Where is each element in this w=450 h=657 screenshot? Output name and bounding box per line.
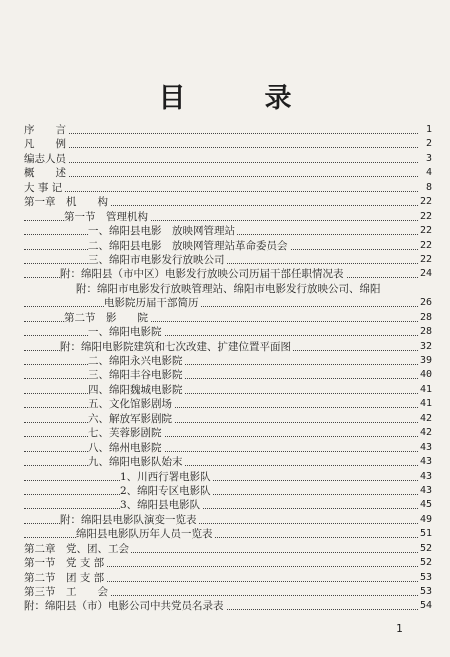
toc-entry-page-number: 39 bbox=[418, 354, 432, 368]
toc-entry-page-number: 32 bbox=[418, 340, 432, 354]
dot-leader bbox=[24, 436, 418, 437]
dot-leader bbox=[24, 422, 418, 423]
toc-entry-page-number: 54 bbox=[418, 599, 432, 613]
toc-entry-page-number: 1 bbox=[424, 123, 432, 137]
dot-leader bbox=[24, 147, 418, 148]
toc-entry bbox=[24, 599, 432, 613]
toc-entry-title: 附：绵阳县（市）电影公司中共党员名录表 bbox=[24, 600, 224, 613]
toc-entry-page-number: 26 bbox=[418, 296, 432, 310]
toc-entry bbox=[24, 426, 432, 440]
toc-entry-page-number: 52 bbox=[418, 542, 432, 556]
toc-entry-page-number: 8 bbox=[424, 181, 432, 195]
toc-entry bbox=[24, 239, 432, 253]
toc-entry-title: 附：绵阳电影院建筑和七次改建、扩建位置平面图 bbox=[60, 340, 291, 353]
toc-entry-title: 一、绵阳电影院 bbox=[88, 326, 162, 339]
toc-entry-title: 第二节 影 院 bbox=[64, 311, 148, 324]
toc-entry bbox=[24, 340, 432, 354]
toc-entry-page-number: 42 bbox=[418, 412, 432, 426]
toc-entry bbox=[24, 325, 432, 339]
toc-entry-title: 序 言 bbox=[24, 124, 66, 136]
dot-leader bbox=[24, 451, 418, 452]
toc-entry-page-number: 43 bbox=[418, 470, 432, 484]
toc-entry-page-number: 22 bbox=[418, 253, 432, 267]
dot-leader bbox=[24, 480, 418, 481]
toc-entry-title: 概 述 bbox=[24, 167, 66, 180]
toc-entry bbox=[24, 368, 432, 382]
toc-entry bbox=[24, 397, 432, 411]
toc-entry bbox=[24, 137, 432, 151]
toc-entry-title: 第二节 团 支 部 bbox=[24, 571, 105, 584]
toc-entry bbox=[24, 527, 432, 541]
toc-entry bbox=[24, 412, 432, 426]
toc-entry-page-number: 40 bbox=[418, 368, 432, 382]
toc-entry-title: 七、芙蓉影剧院 bbox=[88, 427, 162, 440]
toc-entry-title: 第一节 党 支 部 bbox=[24, 557, 105, 570]
toc-entry-page-number: 2 bbox=[424, 137, 432, 151]
toc-entry-page-number: 28 bbox=[418, 311, 432, 325]
table-of-contents bbox=[24, 123, 432, 614]
toc-entry-title: 九、绵阳电影队始末 bbox=[88, 456, 183, 469]
toc-entry-title: 第一章 机 构 bbox=[24, 196, 108, 209]
dot-leader bbox=[24, 378, 418, 379]
dot-leader bbox=[24, 494, 418, 495]
toc-entry-page-number: 3 bbox=[424, 152, 432, 166]
toc-entry-title: 2、绵阳专区电影队 bbox=[120, 484, 211, 497]
toc-entry bbox=[24, 181, 432, 195]
toc-entry-title: 凡 例 bbox=[24, 138, 66, 151]
toc-entry bbox=[24, 123, 432, 137]
toc-entry-title: 四、绵阳魏城电影院 bbox=[88, 383, 183, 396]
toc-entry-page-number: 22 bbox=[418, 239, 432, 253]
toc-entry-page-number: 43 bbox=[418, 484, 432, 498]
dot-leader bbox=[24, 133, 418, 134]
toc-entry bbox=[24, 311, 432, 325]
toc-entry-page-number: 53 bbox=[418, 585, 432, 599]
toc-entry-title: 大 事 记 bbox=[24, 181, 63, 194]
toc-entry-page-number: 41 bbox=[418, 383, 432, 397]
toc-entry bbox=[24, 152, 432, 166]
toc-entry-title: 3、绵阳县电影队 bbox=[120, 499, 201, 512]
dot-leader bbox=[24, 508, 418, 509]
toc-entry bbox=[24, 282, 432, 296]
toc-entry-page-number: 4 bbox=[424, 166, 432, 180]
toc-entry bbox=[24, 484, 432, 498]
dot-leader bbox=[24, 306, 418, 307]
dot-leader bbox=[24, 191, 418, 192]
toc-entry-title: 三、绵阳市电影发行放映公司 bbox=[88, 253, 225, 266]
toc-entry-page-number: 52 bbox=[418, 556, 432, 570]
toc-entry bbox=[24, 455, 432, 469]
toc-entry bbox=[24, 571, 432, 585]
toc-entry-page-number: 41 bbox=[418, 397, 432, 411]
toc-entry-page-number: 24 bbox=[418, 267, 432, 281]
toc-entry-title: 第一节 管理机构 bbox=[64, 210, 148, 223]
dot-leader bbox=[24, 393, 418, 394]
dot-leader bbox=[24, 364, 418, 365]
toc-entry-page-number: 22 bbox=[418, 224, 432, 238]
dot-leader bbox=[24, 407, 418, 408]
footer-page-number: 1 bbox=[396, 622, 403, 635]
toc-entry-title: 电影院历届干部简历 bbox=[104, 297, 199, 310]
toc-entry-page-number: 42 bbox=[418, 426, 432, 440]
toc-entry bbox=[24, 498, 432, 512]
toc-entry-title: 附：绵阳县（市中区）电影发行放映公司历届干部任职情况表 bbox=[60, 268, 344, 281]
toc-entry bbox=[24, 542, 432, 556]
toc-entry bbox=[24, 556, 432, 570]
toc-entry-title: 八、绵州电影院 bbox=[88, 441, 162, 454]
dot-leader bbox=[24, 176, 418, 177]
toc-entry bbox=[24, 585, 432, 599]
toc-entry-title: 附：绵阳县电影队演变一览表 bbox=[60, 513, 197, 526]
toc-entry-page-number: 53 bbox=[418, 571, 432, 585]
toc-entry bbox=[24, 470, 432, 484]
toc-entry bbox=[24, 166, 432, 180]
toc-entry-page-number: 51 bbox=[418, 527, 432, 541]
dot-leader bbox=[24, 465, 418, 466]
dot-leader bbox=[24, 335, 418, 336]
toc-entry bbox=[24, 296, 432, 310]
toc-entry-title: 编志人员 bbox=[24, 152, 66, 165]
toc-entry-title: 第三节 工 会 bbox=[24, 586, 108, 598]
toc-entry-title: 三、绵阳丰谷电影院 bbox=[88, 369, 183, 382]
toc-entry-title: 附：绵阳市电影发行放映管理站、绵阳市电影发行放映公司、绵阳 bbox=[76, 282, 381, 295]
toc-entry bbox=[24, 441, 432, 455]
toc-entry-page-number: 49 bbox=[418, 513, 432, 527]
toc-entry-title: 一、绵阳县电影 放映网管理站 bbox=[88, 225, 235, 238]
toc-entry bbox=[24, 195, 432, 209]
page-title: 目 录 bbox=[158, 83, 318, 114]
toc-entry-page-number: 22 bbox=[418, 210, 432, 224]
toc-entry-page-number: 43 bbox=[418, 441, 432, 455]
toc-entry-title: 五、文化馆影剧场 bbox=[88, 398, 172, 411]
toc-entry bbox=[24, 354, 432, 368]
toc-entry bbox=[24, 383, 432, 397]
toc-entry-title: 1、川西行署电影队 bbox=[120, 470, 211, 483]
toc-entry bbox=[24, 224, 432, 238]
toc-entry-page-number: 28 bbox=[418, 325, 432, 339]
toc-entry-page-number: 22 bbox=[418, 195, 432, 209]
toc-entry-title: 绵阳县电影队历年人员一览表 bbox=[76, 528, 213, 541]
toc-entry-title: 二、绵阳县电影 放映网管理站革命委员会 bbox=[88, 239, 288, 252]
toc-entry-page-number: 43 bbox=[418, 455, 432, 469]
toc-entry-title: 第二章 党、团、工会 bbox=[24, 542, 129, 555]
toc-entry-page-number: 45 bbox=[418, 498, 432, 512]
toc-entry bbox=[24, 513, 432, 527]
toc-entry bbox=[24, 210, 432, 224]
toc-entry bbox=[24, 253, 432, 267]
toc-entry bbox=[24, 267, 432, 281]
dot-leader bbox=[24, 162, 418, 163]
toc-entry-title: 二、绵阳永兴电影院 bbox=[88, 355, 183, 367]
toc-entry-title: 六、解放军影剧院 bbox=[88, 412, 172, 425]
